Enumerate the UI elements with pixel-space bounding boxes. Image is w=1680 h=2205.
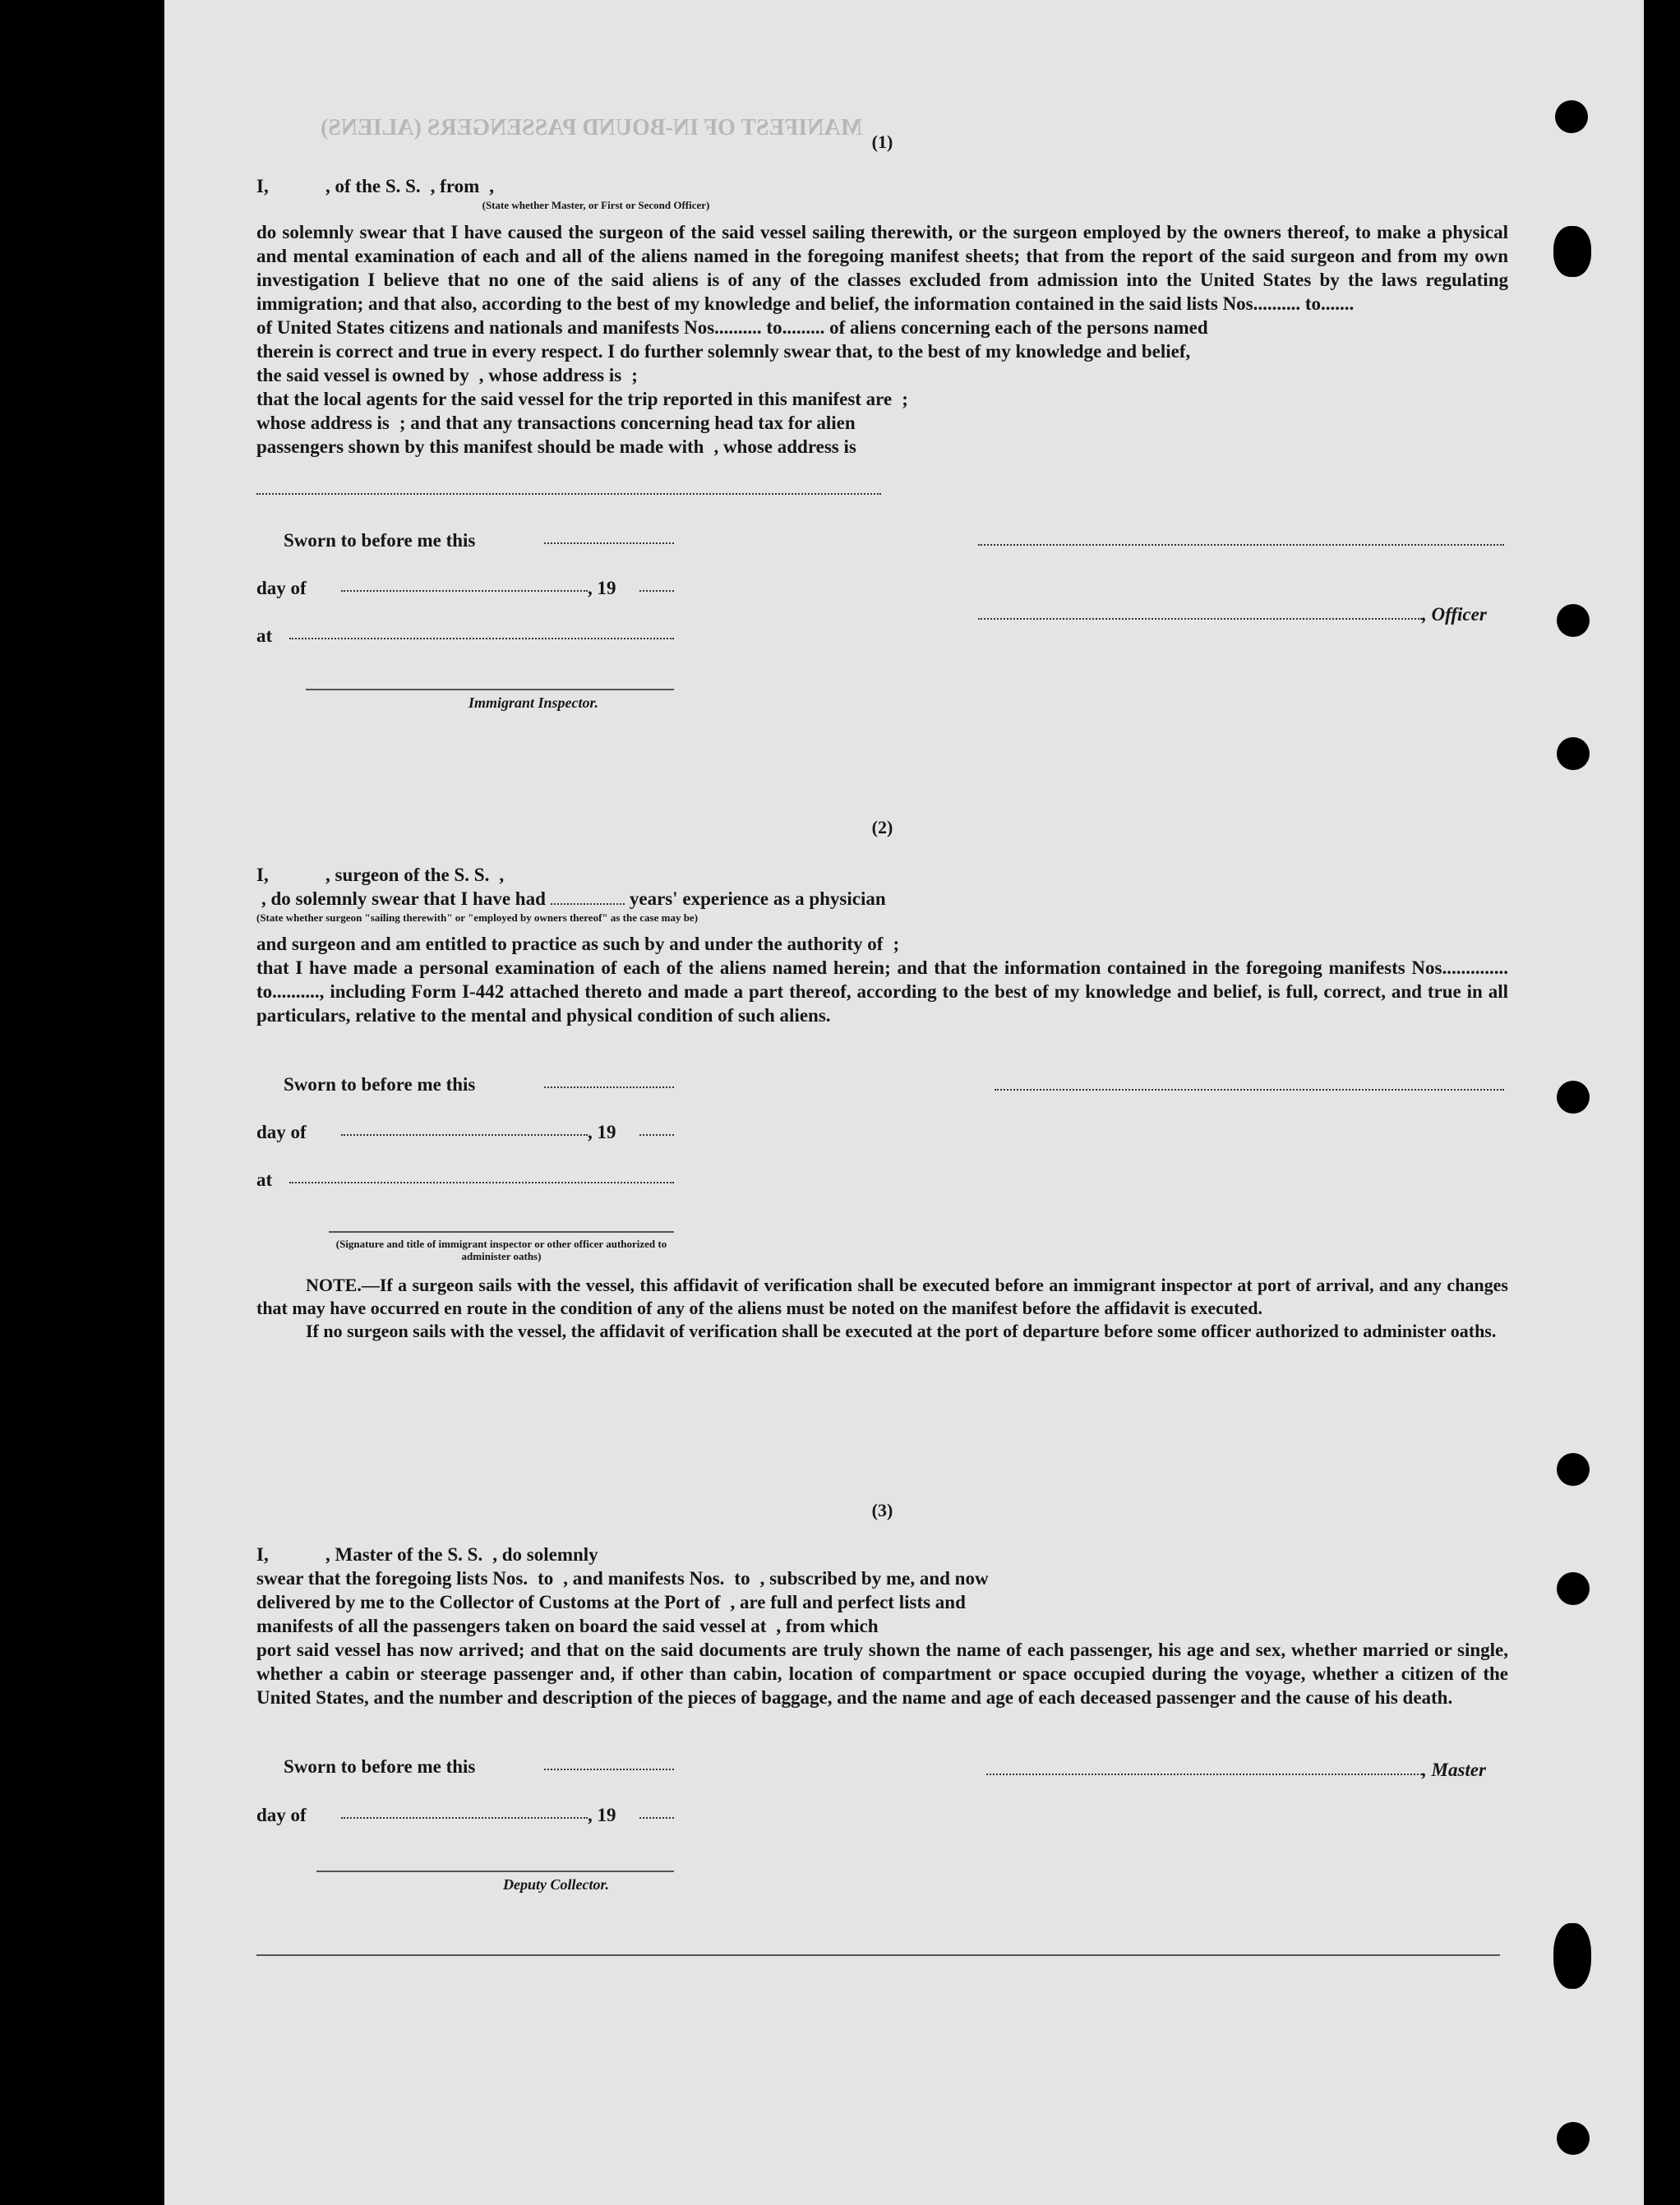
place-blank[interactable] <box>289 638 674 639</box>
year-label: , 19 <box>588 578 616 598</box>
year-blank[interactable] <box>639 590 674 592</box>
collector-signature-line[interactable] <box>316 1871 674 1872</box>
day-of-label: day of <box>256 578 307 598</box>
signature-caption: (Signature and title of immigrant inspector or other officer authorized to administer oaths) <box>335 1238 667 1262</box>
year-label: , 19 <box>588 1805 616 1825</box>
master-signature-blank[interactable] <box>986 1774 1422 1775</box>
address-continuation-blank[interactable] <box>256 493 881 495</box>
punch-hole <box>1557 1453 1590 1486</box>
at-label: at <box>256 1169 273 1190</box>
year-blank[interactable] <box>639 1134 674 1136</box>
section-number: (1) <box>871 131 893 152</box>
month-blank[interactable] <box>341 1134 588 1136</box>
sworn-day-blank[interactable] <box>544 1769 674 1770</box>
sworn-label: Sworn to before me this <box>284 530 476 551</box>
punch-hole <box>1553 1923 1591 1989</box>
at-label: at <box>256 625 273 646</box>
bleed-through-title: MANIFEST OF IN-BOUND PASSENGERS (ALIENS) <box>321 115 863 141</box>
punch-hole <box>1557 737 1590 770</box>
collector-caption: Deputy Collector. <box>503 1876 609 1893</box>
day-of-label: day of <box>256 1122 307 1142</box>
sec1-body: do solemnly swear that I have caused the surgeon of the said vessel sailing therewith, or the surgeon employed by the owners thereof, to make a physical and mental examination of each and all of the aliens named in the foregoing manifest sheets; that from the report of the said surgeon and from my own investigation I believe that no one of the said aliens is of any of the classes excluded from admission into the United States by the laws regulating immigration; and that also, according to the best of my knowledge and belief, the information contained in the said lists Nos.......... to....... of United States citizens and nationals and manifests Nos.......... to......... of aliens concerning each of the persons named therein is correct and true in every respect. I do further solemnly swear that, to the best of my knowledge and belief, the said vessel is owned by , whose address is ; that the local agents for the said vessel for the trip reported in this manifest are ; whose address is ; and that any transactions concerning head tax for alien passengers shown by this manifest should be made with , whose address is <box>256 222 1508 457</box>
punch-hole <box>1557 2122 1590 2155</box>
section-number: (3) <box>871 1500 893 1520</box>
manifest-page <box>164 0 1644 2205</box>
note-2: If no surgeon sails with the vessel, the affidavit of verification shall be executed at the port of departure before some officer authorized to administer oaths. <box>306 1321 1497 1341</box>
month-blank[interactable] <box>341 590 588 592</box>
officer-signature-blank[interactable] <box>978 544 1504 546</box>
note-1: NOTE.—If a surgeon sails with the vessel, this affidavit of verification shall be executed before an immigrant inspector at port of arrival, and any changes that may have occurred en route in the condition of any of the aliens must be noted on the manifest before the affidavit is executed. <box>256 1275 1508 1318</box>
sworn-day-blank[interactable] <box>544 542 674 544</box>
years-experience-blank[interactable] <box>551 888 625 905</box>
place-blank[interactable] <box>289 1182 674 1183</box>
punch-hole <box>1557 1081 1590 1114</box>
sec2-body: and surgeon and am entitled to practice as such by and under the authority of ; that I have made a personal examination of each of the aliens named herein; and that the information contained in the foregoing manifests Nos.............. to.........., including Form I-442 attached thereto and made a part thereof, according to the best of my knowledge and belief, is full, correct, and true in all particulars, relative to the mental and physical condition of such aliens. <box>256 934 1508 1026</box>
section-2 <box>256 815 1508 839</box>
sworn-label: Sworn to before me this <box>284 1074 476 1095</box>
inspector-signature-line[interactable] <box>306 689 674 690</box>
officer-label: , Officer <box>1422 604 1487 625</box>
officer-title-blank[interactable] <box>978 618 1422 620</box>
surgeon-status-note: (State whether surgeon "sailing therewith" or "employed by owners thereof" as the case may be) <box>256 911 699 924</box>
year-label: , 19 <box>588 1122 616 1142</box>
sec1-line1: I, , of the S. S. , from , <box>256 176 495 196</box>
sworn-day-blank[interactable] <box>544 1086 674 1088</box>
notes <box>256 1274 1508 1343</box>
surgeon-signature-blank[interactable] <box>995 1089 1504 1091</box>
punch-hole <box>1555 100 1588 133</box>
punch-hole <box>1557 1572 1590 1605</box>
section-3 <box>256 1498 1508 1522</box>
rank-note: (State whether Master, or First or Second Officer) <box>482 199 710 211</box>
inspector-caption: Immigrant Inspector. <box>468 694 599 711</box>
sworn-label: Sworn to before me this <box>284 1756 476 1777</box>
section-number: (2) <box>871 817 893 837</box>
punch-hole <box>1557 604 1590 637</box>
bottom-rule <box>256 1954 1500 1956</box>
sec2-line1: I, , surgeon of the S. S. , , do solemnly swear that I have had years' experience as a physician <box>256 865 886 909</box>
day-of-label: day of <box>256 1805 307 1825</box>
section-1 <box>256 130 1508 154</box>
punch-hole <box>1553 226 1591 277</box>
master-label: , Master <box>1422 1760 1486 1780</box>
signature-line[interactable] <box>329 1231 674 1233</box>
sec3-body: I, , Master of the S. S. , do solemnly swear that the foregoing lists Nos. to , and manifests Nos. to , subscribed by me, and now delivered by me to the Collector of Customs at the Port of , are full and perfect lists and manifests of all the passengers taken on board the said vessel at , from which port said vessel has now arrived; and that on the said documents are truly shown the name of each passenger, his age and sex, whether married or single, whether a cabin or steerage passenger and, if other than cabin, location of compartment or space occupied during the voyage, whether a citizen of the United States, and the number and description of the pieces of baggage, and the name and age of each deceased passenger and the cause of his death. <box>256 1544 1508 1708</box>
month-blank[interactable] <box>341 1817 588 1819</box>
year-blank[interactable] <box>639 1817 674 1819</box>
